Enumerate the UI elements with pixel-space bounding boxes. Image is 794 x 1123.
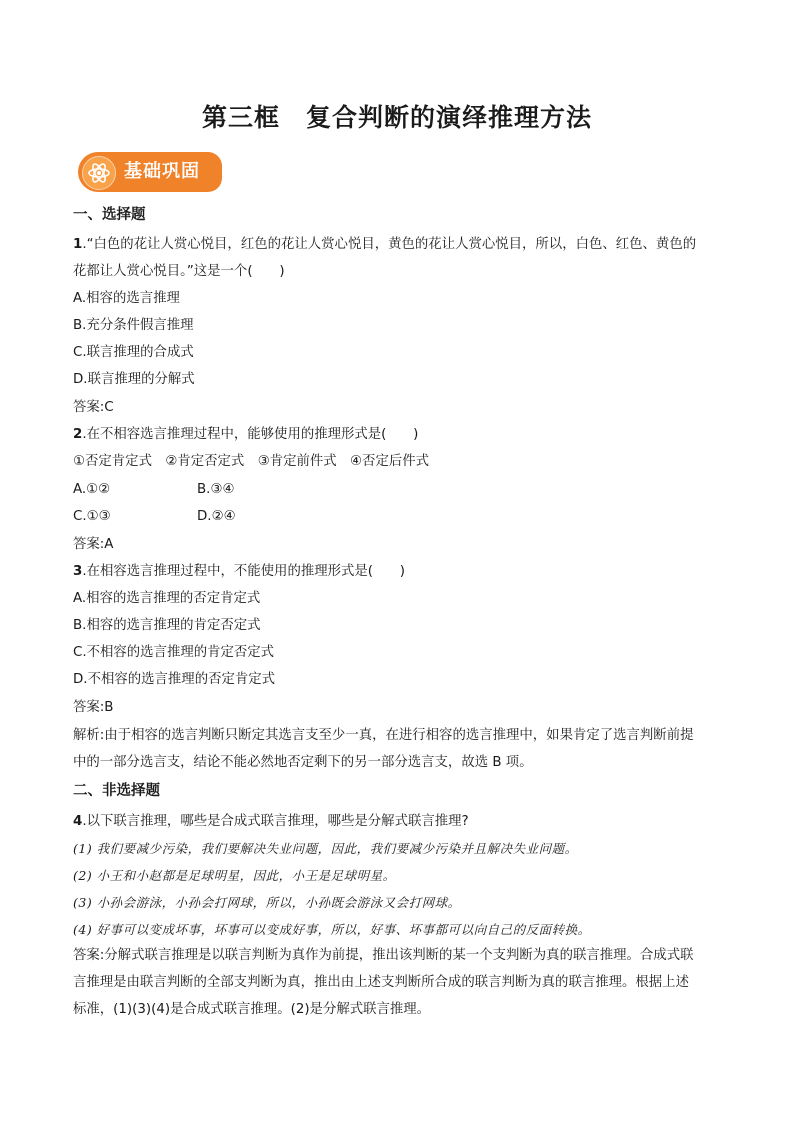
q1-stem-text: .“白色的花让人赏心悦目，红色的花让人赏心悦目，黄色的花让人赏心悦目，所以，白色、红色、黄色的 [82,237,697,252]
q3-stem [73,563,405,581]
atom-icon [87,161,111,185]
q2-stem-text: .在不相容选言推理过程中，能够使用的推理形式是( ) [82,427,419,442]
q3-stem-text: .在相容选言推理过程中，不能使用的推理形式是( ) [82,564,406,579]
q4-statement-1: (1) 我们要减少污染，我们要解决失业问题，因此，我们要减少污染并且解决失业问题。 [73,841,578,856]
q1-number: 1 [73,237,83,252]
q4-stem [73,813,469,831]
q1-answer: 答案:C [73,400,114,415]
q3-option-d: D.不相容的选言推理的否定肯定式 [73,672,276,687]
q3-option-c: C.不相容的选言推理的肯定否定式 [73,645,275,660]
q4-number: 4 [73,814,83,829]
q3-analysis-line1: 解析:由于相容的选言判断只断定其选言支至少一真，在进行相容的选言推理中，如果肯定了选言判断前提 [73,728,694,743]
q1-stem-line2: 花都让人赏心悦目。”这是一个( ) [73,264,285,279]
q2-number: 2 [73,427,83,442]
q3-option-b: B.相容的选言推理的肯定否定式 [73,618,261,633]
section-badge [78,152,222,192]
q2-option-a: A.①② [73,482,111,497]
q1-option-a: A.相容的选言推理 [73,291,180,306]
page-title: 第三框 复合判断的演绎推理方法 [201,103,592,132]
q4-statement-4: (4) 好事可以变成坏事，坏事可以变成好事，所以，好事、坏事都可以向自己的反面转换。 [73,922,591,937]
q4-answer-line2: 言推理是由联言判断的全部支判断为真，推出由上述支判断所合成的联言判断为真的联言推理。根据上述 [73,975,689,990]
q2-option-c: C.①③ [73,509,111,524]
q1-stem-line1 [73,236,696,254]
section-heading-nonchoice: 二、非选择题 [73,783,160,799]
q2-stem [73,426,418,444]
q4-statement-3: (3) 小孙会游泳，小孙会打网球，所以，小孙既会游泳又会打网球。 [73,895,461,910]
q2-option-b: B.③④ [197,482,235,497]
q2-items: ①否定肯定式 ②肯定否定式 ③肯定前件式 ④否定后件式 [73,454,430,469]
q4-answer-line1: 答案:分解式联言推理是以联言判断为真作为前提，推出该判断的某一个支判断为真的联言推理。合成式联 [73,948,694,963]
q3-answer: 答案:B [73,700,114,715]
q1-option-b: B.充分条件假言推理 [73,318,194,333]
q3-analysis-line2: 中的一部分选言支，结论不能必然地否定剩下的另一部分选言支，故选 B 项。 [73,755,533,770]
q3-number: 3 [73,564,83,579]
q2-answer: 答案:A [73,537,114,552]
badge-circle [82,156,116,190]
q3-option-a: A.相容的选言推理的否定肯定式 [73,591,261,606]
q4-statement-2: (2) 小王和小赵都是足球明星，因此，小王是足球明星。 [73,868,396,883]
q4-answer-line3: 标准，(1)(3)(4)是合成式联言推理。(2)是分解式联言推理。 [73,1002,431,1017]
q2-option-d: D.②④ [197,509,236,524]
q1-option-d: D.联言推理的分解式 [73,372,195,387]
q4-stem-text: .以下联言推理，哪些是合成式联言推理，哪些是分解式联言推理? [82,814,469,829]
badge-label: 基础巩固 [124,161,200,182]
section-heading-choice: 一、选择题 [73,207,146,223]
q1-option-c: C.联言推理的合成式 [73,345,194,360]
